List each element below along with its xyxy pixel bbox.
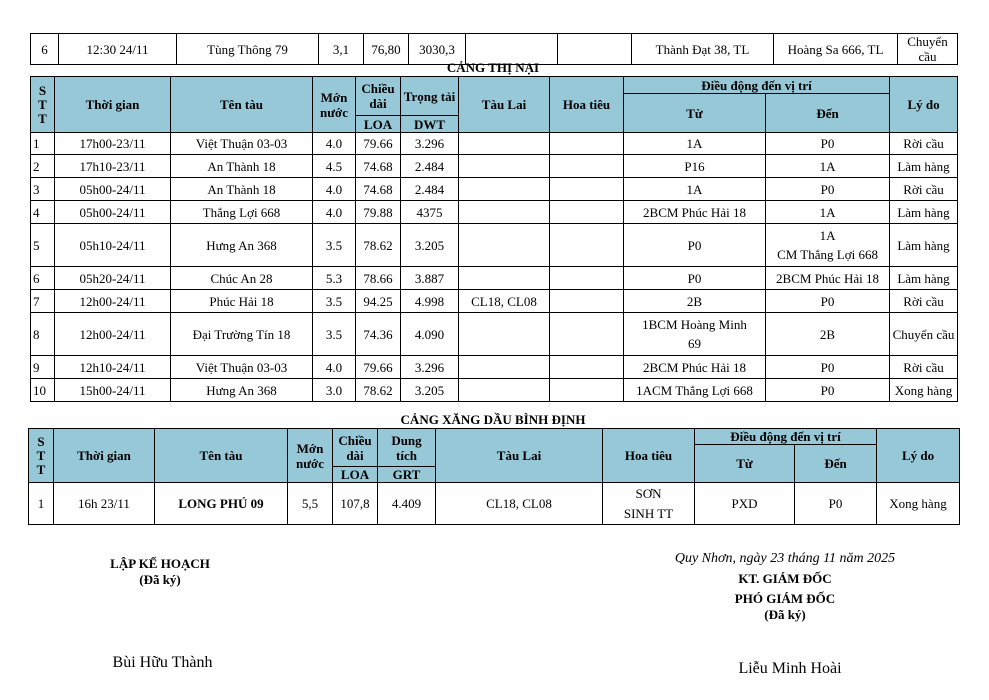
from-cell: 1A <box>624 178 766 201</box>
table-row <box>31 178 958 201</box>
time-cell: 16h 23/11 <box>54 483 155 525</box>
table-row <box>31 224 958 267</box>
left-signature-block <box>80 556 240 588</box>
loa-cell: 107,8 <box>333 483 378 525</box>
loa-cell: 79.66 <box>356 356 401 379</box>
pilot-line-2: SINH TT <box>623 505 674 521</box>
draft-cell: 5,5 <box>288 483 333 525</box>
dwt-cell: 3030,3 <box>409 34 466 65</box>
table-row <box>31 379 958 402</box>
length-header: Chiều dài <box>356 77 401 116</box>
ship-cell: Đại Trường Tín 18 <box>171 313 313 356</box>
to-header: Đến <box>795 445 877 483</box>
stt-cell: 1 <box>29 483 54 525</box>
stt-cell: 2 <box>31 155 55 178</box>
reason-cell: Làm hàng <box>890 224 958 267</box>
from-cell: PXD <box>695 483 795 525</box>
dwt-cell: 3.887 <box>401 267 459 290</box>
pilot-line-1: SƠN <box>635 485 662 501</box>
loa-cell: 76,80 <box>364 34 409 65</box>
capacity-header: Dung tích <box>378 429 436 467</box>
dwt-cell: 2.484 <box>401 178 459 201</box>
xang-dau-table <box>28 428 960 525</box>
pilot-cell <box>550 267 624 290</box>
ship-cell: Việt Thuận 03-03 <box>171 133 313 155</box>
pilot-cell <box>603 483 695 525</box>
to-cell: 1A <box>766 155 890 178</box>
draft-cell: 3,1 <box>319 34 364 65</box>
table-row <box>31 356 958 379</box>
to-line-1: 1A <box>819 228 836 243</box>
move-header: Điều động đến vị trí <box>695 429 877 445</box>
time-cell: 05h10-24/11 <box>55 224 171 267</box>
to-cell: P0 <box>766 379 890 402</box>
move-header: Điều động đến vị trí <box>624 77 890 94</box>
to-cell: 1A <box>766 201 890 224</box>
tug-header: Tàu Lai <box>436 429 603 483</box>
grt-header: GRT <box>378 467 436 483</box>
draft-cell: 4.0 <box>313 356 356 379</box>
ship-cell: Hưng An 368 <box>171 224 313 267</box>
ship-cell: An Thành 18 <box>171 178 313 201</box>
ship-header: Tên tàu <box>155 429 288 483</box>
right-signer-name-block <box>700 660 880 678</box>
reason-header: Lý do <box>890 77 958 133</box>
to-cell: P0 <box>766 133 890 155</box>
pilot-cell <box>550 178 624 201</box>
loa-cell: 78.66 <box>356 267 401 290</box>
pilot-cell <box>550 356 624 379</box>
tug-header: Tàu Lai <box>459 77 550 133</box>
table-row <box>31 267 958 290</box>
ship-cell: Phúc Hải 18 <box>171 290 313 313</box>
to-cell: Hoàng Sa 666, TL <box>774 34 898 65</box>
draft-cell: 4.0 <box>313 178 356 201</box>
loa-cell: 74.36 <box>356 313 401 356</box>
dwt-cell: 3.205 <box>401 224 459 267</box>
section-title-xang-dau: CẢNG XĂNG DẦU BÌNH ĐỊNH <box>400 412 586 427</box>
left-title: LẬP KẾ HOẠCH <box>110 556 210 571</box>
right-title-1: KT. GIÁM ĐỐC <box>738 571 832 586</box>
table-row <box>31 133 958 155</box>
to-line-2: CM Thắng Lợi 668 <box>777 247 878 262</box>
tug-cell <box>459 267 550 290</box>
reason-cell: Rời cầu <box>890 356 958 379</box>
time-cell: 05h20-24/11 <box>55 267 171 290</box>
stt-cell: 9 <box>31 356 55 379</box>
tug-cell: CL18, CL08 <box>436 483 603 525</box>
section-title-thi-nai: CẢNG THỊ NẠI <box>446 60 540 75</box>
thi-nai-table <box>30 76 958 402</box>
to-cell: 2B <box>766 313 890 356</box>
grt-cell: 4.409 <box>378 483 436 525</box>
reason-cell: Rời cầu <box>890 290 958 313</box>
loa-cell: 79.88 <box>356 201 401 224</box>
stt-cell: 6 <box>31 34 59 65</box>
ship-cell: Tùng Thông 79 <box>177 34 319 65</box>
draft-cell: 4.0 <box>313 201 356 224</box>
stt-cell: 5 <box>31 224 55 267</box>
table-row <box>31 155 958 178</box>
ship-cell: Chúc An 28 <box>171 267 313 290</box>
to-cell: P0 <box>795 483 877 525</box>
dwt-cell: 4375 <box>401 201 459 224</box>
ship-cell: An Thành 18 <box>171 155 313 178</box>
tug-cell <box>459 356 550 379</box>
pilot-cell <box>550 155 624 178</box>
tug-cell <box>459 178 550 201</box>
stt-cell: 4 <box>31 201 55 224</box>
pilot-cell <box>550 224 624 267</box>
loa-cell: 79.66 <box>356 133 401 155</box>
table-row <box>31 290 958 313</box>
draft-cell: 3.5 <box>313 290 356 313</box>
reason-cell: Làm hàng <box>890 201 958 224</box>
left-signer-name: Bùi Hữu Thành <box>112 654 213 671</box>
time-cell: 15h00-24/11 <box>55 379 171 402</box>
from-cell: 1ACM Thắng Lợi 668 <box>624 379 766 402</box>
to-cell: P0 <box>766 290 890 313</box>
draft-cell: 5.3 <box>313 267 356 290</box>
loa-header: LOA <box>356 116 401 133</box>
ship-cell: Việt Thuận 03-03 <box>171 356 313 379</box>
reason-cell: Làm hàng <box>890 155 958 178</box>
right-signer-name: Liễu Minh Hoài <box>738 660 842 677</box>
stt-cell: 1 <box>31 133 55 155</box>
right-signature-block <box>640 551 930 623</box>
loa-cell: 78.62 <box>356 379 401 402</box>
reason-cell: Xong hàng <box>890 379 958 402</box>
reason-cell: Chuyển cầu <box>898 34 958 65</box>
stt-header: S T T <box>31 77 55 133</box>
time-cell: 12h00-24/11 <box>55 290 171 313</box>
loa-header: LOA <box>333 467 378 483</box>
to-cell: P0 <box>766 178 890 201</box>
tug-cell <box>459 133 550 155</box>
from-cell: P0 <box>624 267 766 290</box>
pilot-cell <box>550 201 624 224</box>
loa-cell: 94.25 <box>356 290 401 313</box>
date-line: Quy Nhơn, ngày 23 tháng 11 năm 2025 <box>674 551 896 566</box>
stt-cell: 8 <box>31 313 55 356</box>
to-cell <box>766 224 890 267</box>
dwt-header: DWT <box>401 116 459 133</box>
stt-cell: 10 <box>31 379 55 402</box>
pilot-cell <box>550 133 624 155</box>
pilot-cell <box>550 290 624 313</box>
from-cell: 1A <box>624 133 766 155</box>
length-header: Chiều dài <box>333 429 378 467</box>
tug-cell <box>459 224 550 267</box>
dwt-cell: 3.296 <box>401 356 459 379</box>
table-row <box>31 313 958 356</box>
tug-cell <box>459 313 550 356</box>
time-cell: 17h00-23/11 <box>55 133 171 155</box>
time-cell: 12h00-24/11 <box>55 313 171 356</box>
reason-cell: Làm hàng <box>890 267 958 290</box>
from-line-2: 69 <box>688 336 701 351</box>
to-cell: P0 <box>766 356 890 379</box>
from-cell: P0 <box>624 224 766 267</box>
from-cell: P16 <box>624 155 766 178</box>
loa-cell: 74.68 <box>356 178 401 201</box>
table-row <box>31 201 958 224</box>
from-cell: 2BCM Phúc Hải 18 <box>624 201 766 224</box>
to-cell: 2BCM Phúc Hải 18 <box>766 267 890 290</box>
tug-cell: CL18, CL08 <box>459 290 550 313</box>
time-cell: 12h10-24/11 <box>55 356 171 379</box>
left-signer-name-block <box>80 654 245 672</box>
from-header: Từ <box>624 94 766 133</box>
dwt-cell: 3.296 <box>401 133 459 155</box>
pilot-header: Hoa tiêu <box>603 429 695 483</box>
from-cell: 2B <box>624 290 766 313</box>
ship-cell: Thắng Lợi 668 <box>171 201 313 224</box>
draft-header: Mớn nước <box>288 429 333 483</box>
draft-cell: 3.5 <box>313 224 356 267</box>
draft-header: Mớn nước <box>313 77 356 133</box>
draft-cell: 3.5 <box>313 313 356 356</box>
stt-header: S T T <box>29 429 54 483</box>
draft-cell: 4.0 <box>313 133 356 155</box>
ship-cell: Hưng An 368 <box>171 379 313 402</box>
dwt-cell: 4.090 <box>401 313 459 356</box>
left-signed: (Đã ký) <box>139 572 181 587</box>
time-cell: 05h00-24/11 <box>55 178 171 201</box>
draft-cell: 3.0 <box>313 379 356 402</box>
from-cell: Thành Đạt 38, TL <box>632 34 774 65</box>
reason-header: Lý do <box>877 429 960 483</box>
reason-cell: Xong hàng <box>877 483 960 525</box>
time-cell: 05h00-24/11 <box>55 201 171 224</box>
from-cell <box>624 313 766 356</box>
dwt-cell: 2.484 <box>401 155 459 178</box>
stt-cell: 6 <box>31 267 55 290</box>
table-row <box>29 483 960 525</box>
ship-header: Tên tàu <box>171 77 313 133</box>
dwt-cell: 3.205 <box>401 379 459 402</box>
time-cell: 12:30 24/11 <box>59 34 177 65</box>
loa-cell: 74.68 <box>356 155 401 178</box>
time-cell: 17h10-23/11 <box>55 155 171 178</box>
time-header: Thời gian <box>54 429 155 483</box>
dwt-cell: 4.998 <box>401 290 459 313</box>
from-line-1: 1BCM Hoàng Minh <box>642 317 747 332</box>
tug-cell <box>459 379 550 402</box>
pilot-header: Hoa tiêu <box>550 77 624 133</box>
tug-cell <box>459 201 550 224</box>
right-signed: (Đã ký) <box>764 607 806 622</box>
stt-cell: 7 <box>31 290 55 313</box>
right-title-2: PHÓ GIÁM ĐỐC <box>734 591 836 606</box>
tonnage-header: Trọng tải <box>401 77 459 116</box>
reason-cell: Chuyển cầu <box>890 313 958 356</box>
tug-cell <box>459 155 550 178</box>
pilot-cell <box>550 379 624 402</box>
loa-cell: 78.62 <box>356 224 401 267</box>
to-header: Đến <box>766 94 890 133</box>
pilot-cell <box>550 313 624 356</box>
from-header: Từ <box>695 445 795 483</box>
from-cell: 2BCM Phúc Hải 18 <box>624 356 766 379</box>
draft-cell: 4.5 <box>313 155 356 178</box>
ship-cell: LONG PHÚ 09 <box>155 483 288 525</box>
stt-cell: 3 <box>31 178 55 201</box>
reason-cell: Rời cầu <box>890 133 958 155</box>
reason-cell: Rời cầu <box>890 178 958 201</box>
time-header: Thời gian <box>55 77 171 133</box>
